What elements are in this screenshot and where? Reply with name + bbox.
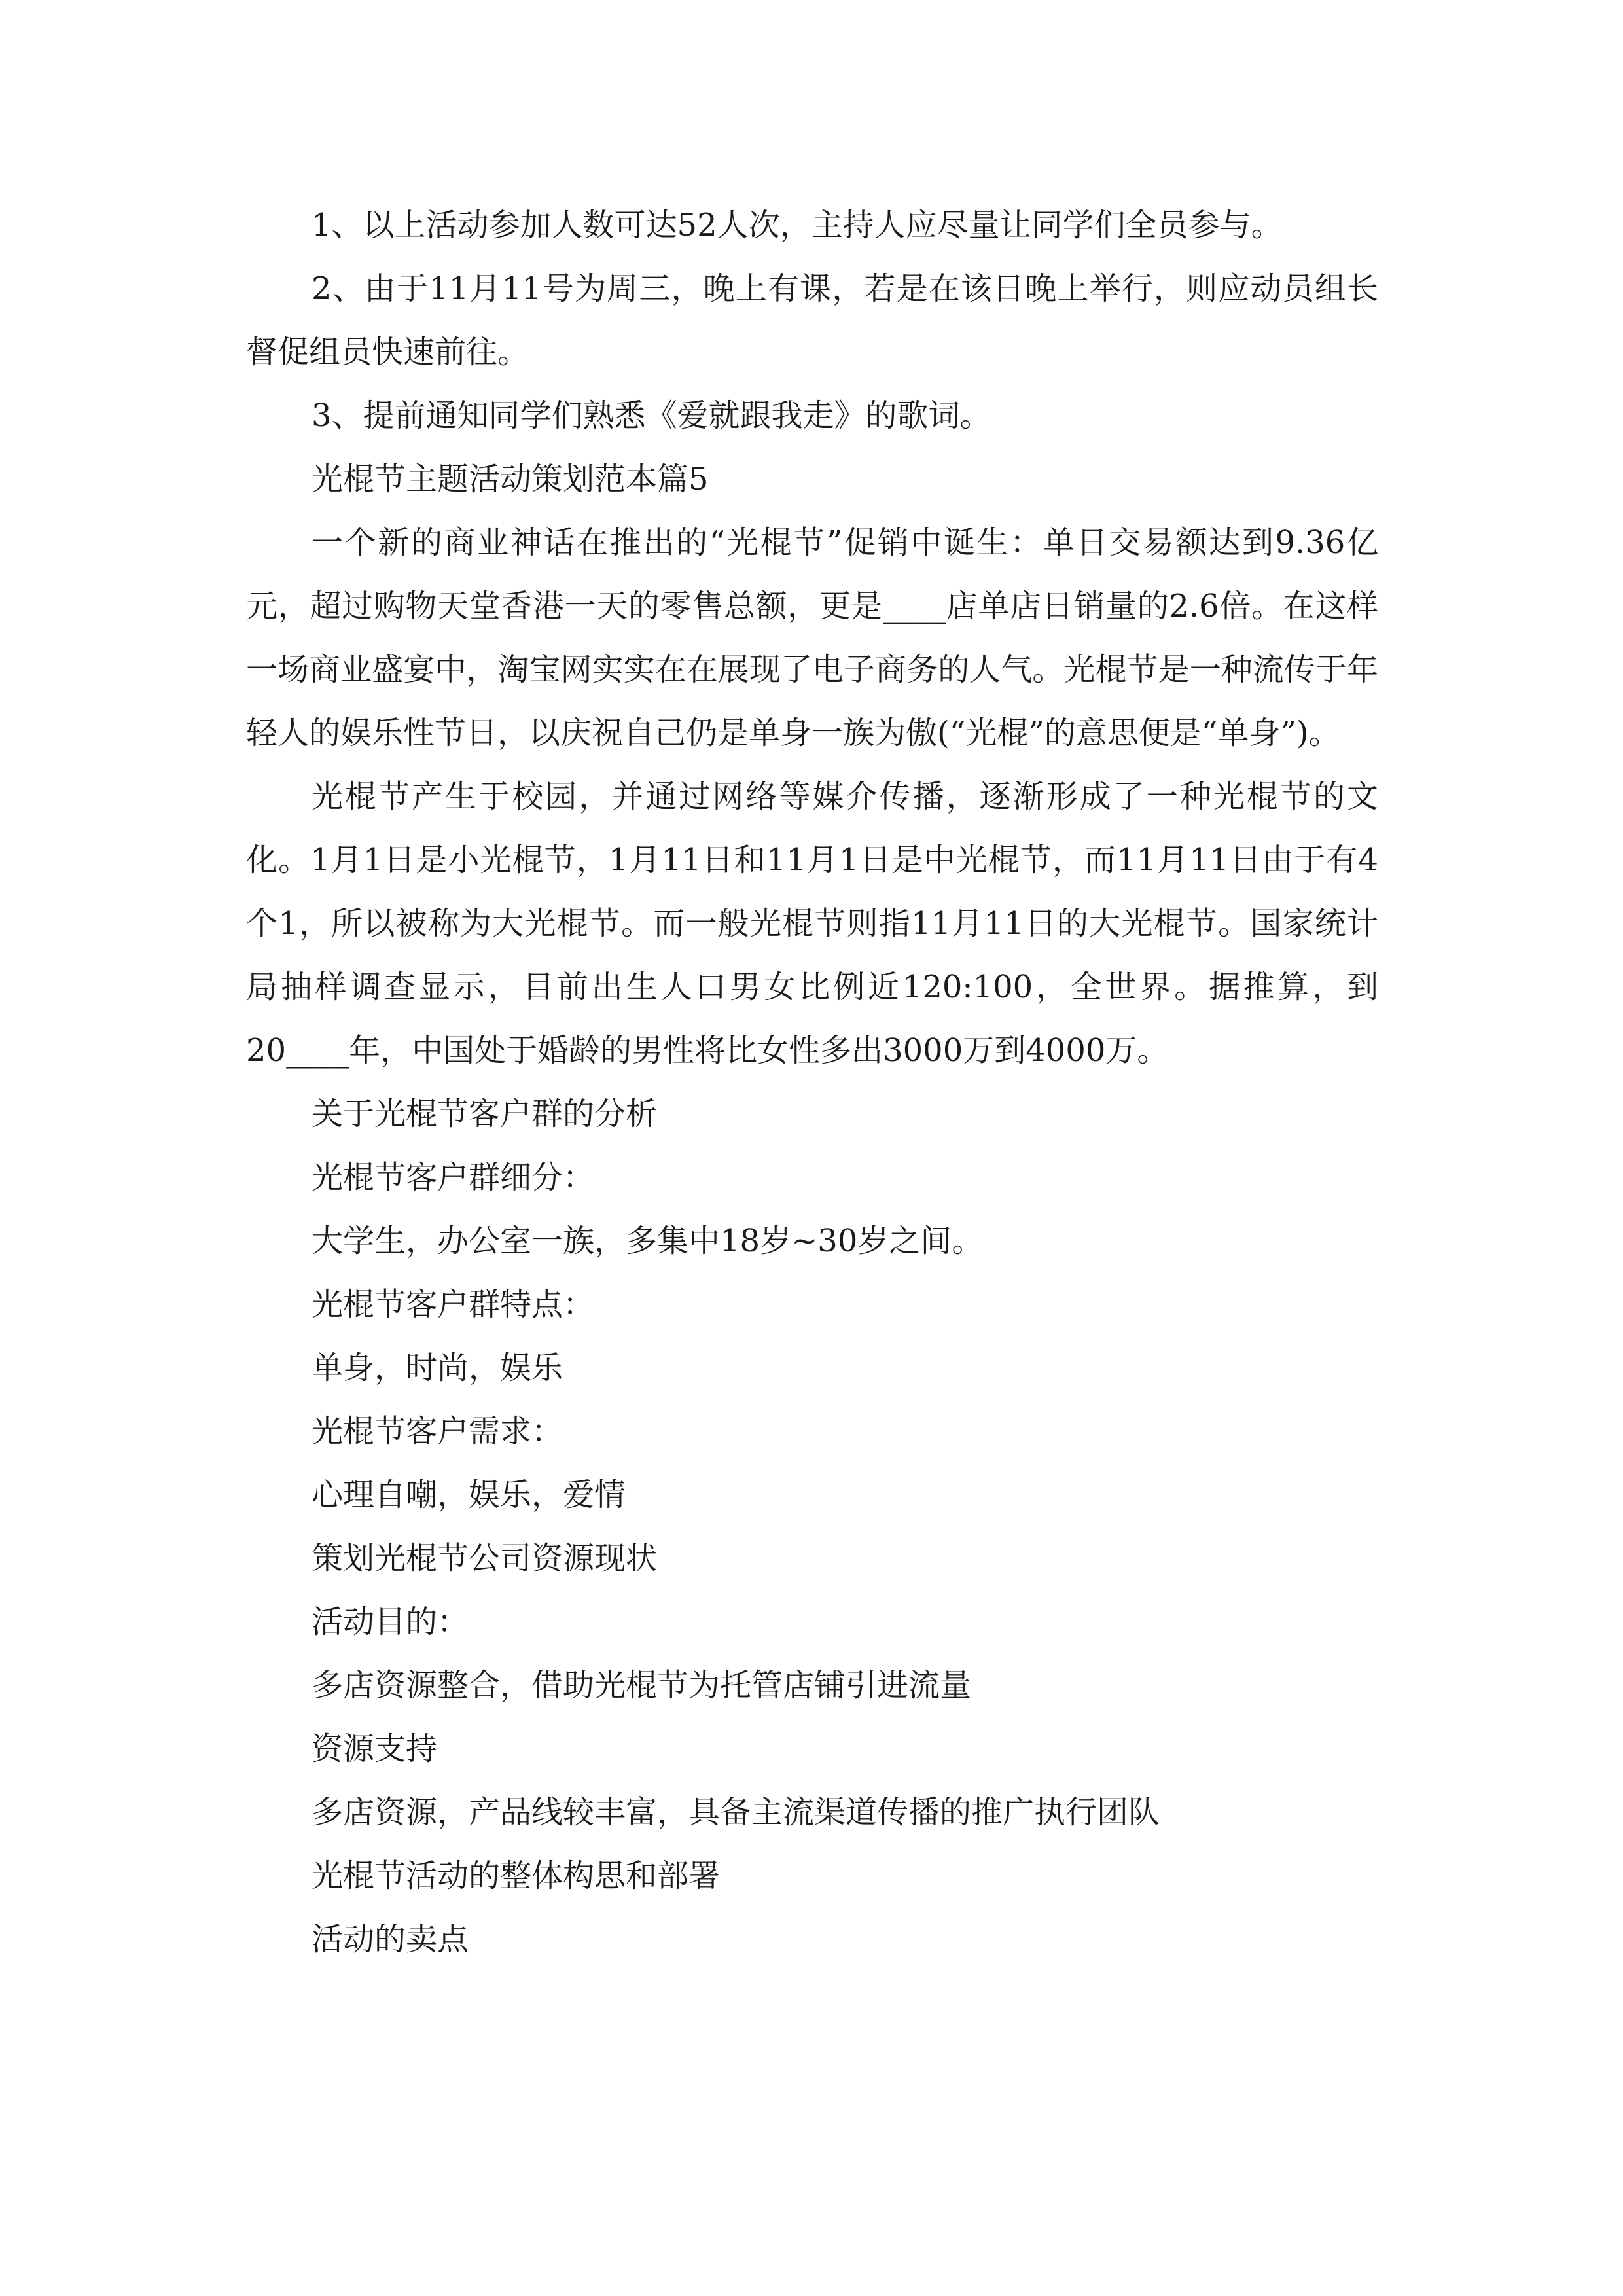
heading-customer-segments: 光棍节客户群细分：	[312, 1159, 595, 1196]
document-body	[246, 194, 1378, 1971]
heading-resource-support: 资源支持	[312, 1731, 438, 1767]
note-2: 2、由于11月11号为周三，晚上有课，若是在该日晚上举行，则应动员组长督促组员快速前往。	[246, 270, 1378, 370]
text-customer-segments: 大学生，办公室一族，多集中18岁~30岁之间。	[312, 1223, 984, 1259]
note-3: 3、提前通知同学们熟悉《爱就跟我走》的歌词。	[312, 397, 991, 434]
heading-customer-analysis: 关于光棍节客户群的分析	[312, 1096, 658, 1132]
text-activity-purpose: 多店资源整合，借助光棍节为托管店铺引进流量	[312, 1667, 972, 1704]
text-customer-needs: 心理自嘲，娱乐，爱情	[312, 1477, 626, 1513]
heading-overall-plan: 光棍节活动的整体构思和部署	[312, 1857, 721, 1894]
paragraph-2: 光棍节产生于校园，并通过网络等媒介传播，逐渐形成了一种光棍节的文化。1月1日是小光棍节，1月11日和11月1日是中光棍节，而11月11日由于有4个1，所以被称为大光棍节。而一般光棍节则指11月11日的大光棍节。国家统计局抽样调查显示，目前出生人口男女比例近120:100，全世界。据推算，到20____年，中国处于婚龄的男性将比女性多出3000万到4000万。	[246, 778, 1378, 1069]
text-resource-support: 多店资源，产品线较丰富，具备主流渠道传播的推广执行团队	[312, 1794, 1160, 1831]
heading-activity-purpose: 活动目的：	[312, 1604, 469, 1640]
text-customer-traits: 单身，时尚，娱乐	[312, 1350, 563, 1386]
heading-customer-needs: 光棍节客户需求：	[312, 1413, 563, 1450]
heading-company-resources: 策划光棍节公司资源现状	[312, 1540, 658, 1577]
section-title: 光棍节主题活动策划范本篇5	[312, 461, 709, 497]
paragraph-1: 一个新的商业神话在推出的“光棍节”促销中诞生：单日交易额达到9.36亿元，超过购物天堂香港一天的零售总额，更是____店单店日销量的2.6倍。在这样一场商业盛宴中，淘宝网实实在在展现了电子商务的人气。光棍节是一种流传于年轻人的娱乐性节日，以庆祝自己仍是单身一族为傲(“光棍”的意思便是“单身”)。	[246, 524, 1378, 751]
heading-customer-traits: 光棍节客户群特点：	[312, 1286, 595, 1323]
heading-selling-points: 活动的卖点	[312, 1921, 469, 1958]
note-1: 1、以上活动参加人数可达52人次，主持人应尽量让同学们全员参与。	[312, 207, 1283, 243]
